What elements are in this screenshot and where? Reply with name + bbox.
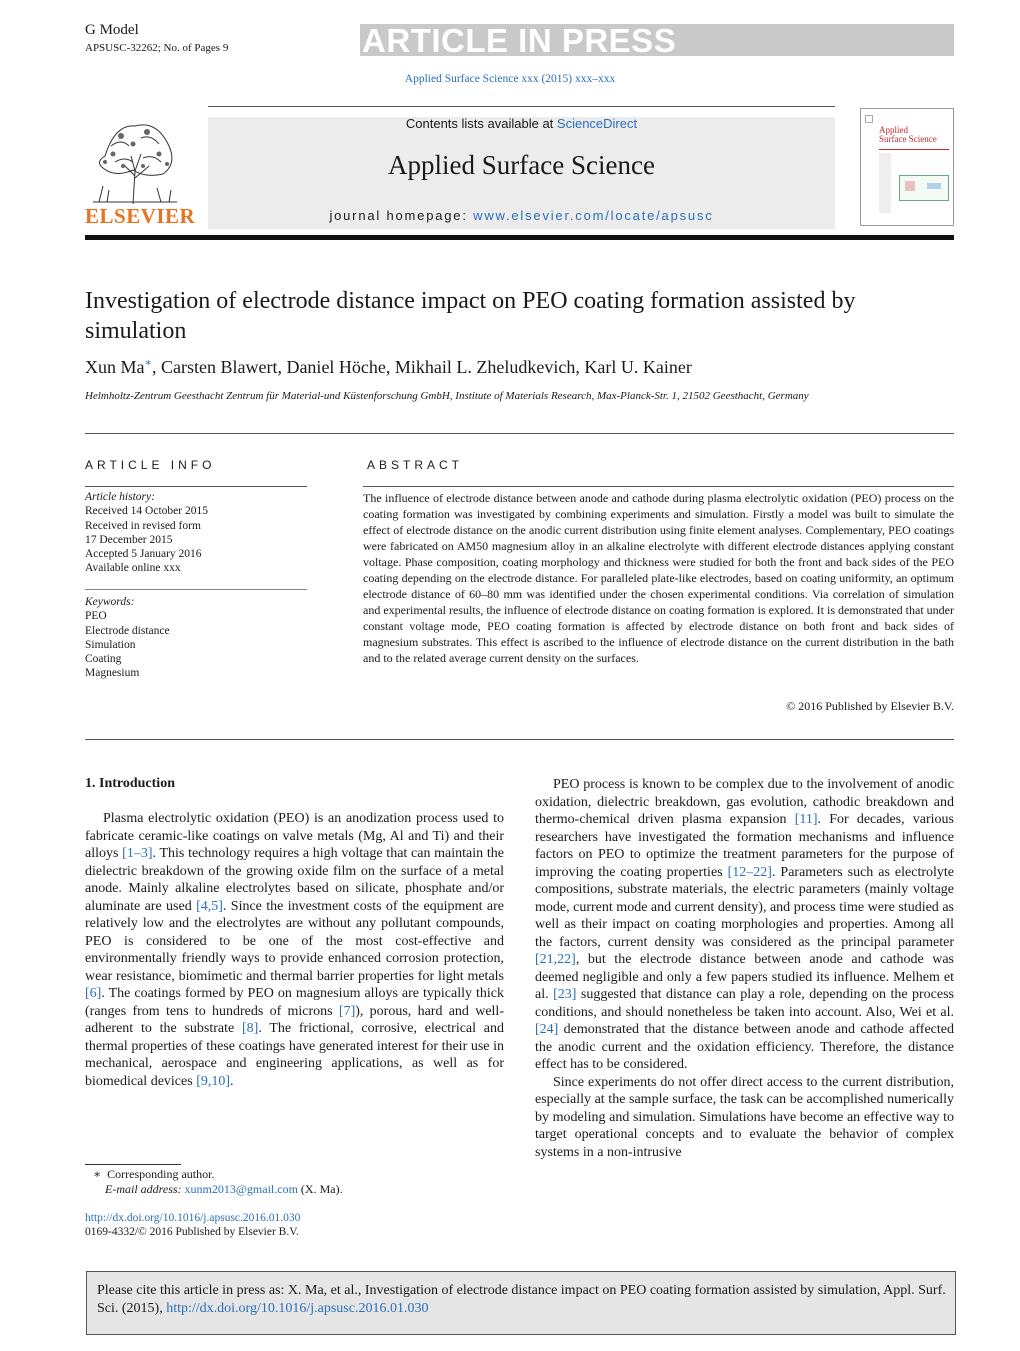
article-reference: APSUSC-32262; No. of Pages 9 (85, 42, 229, 54)
affiliation: Helmholtz-Zentrum Geesthacht Zentrum für Material-und Küstenforschung GmbH, Institute of Materials Research, Max-Planck-Str. 1, 21502 Geesthacht, Germany (85, 390, 809, 402)
paragraph-text: . The coatings formed by PEO on magnesium alloys are typically thick (ranges from tens to hundreds of microns (85, 986, 504, 1019)
cover-rule (879, 149, 949, 150)
intro-column-right (535, 776, 954, 1161)
citation-reference-link[interactable]: [21,22] (535, 952, 576, 967)
journal-name: Applied Surface Science (388, 150, 655, 180)
cover-title-line1: Applied (879, 125, 908, 135)
email-suffix: (X. Ma). (297, 1182, 343, 1196)
article-in-press-banner: ARTICLE IN PRESS (360, 24, 954, 56)
divider (363, 486, 954, 487)
paragraph-text: . Parameters such as electrolyte compositions, substrate materials, the electric parameters (mainly voltage mode, current mode and current density), and process time were studied as well as their impact on coating morphologies and properties. Among all the factors, current density was considered as the principal parameter (535, 864, 955, 950)
divider (85, 589, 307, 590)
history-item: Accepted 5 January 2016 (85, 548, 202, 561)
elsevier-wordmark: ELSEVIER (85, 204, 196, 228)
header-thick-rule (85, 235, 954, 240)
section-heading-introduction: 1. Introduction (85, 776, 175, 791)
footnote-corresponding (93, 1167, 343, 1182)
divider (85, 739, 954, 740)
footnote (93, 1167, 343, 1197)
divider (85, 433, 954, 434)
article-history (85, 490, 307, 576)
citation-reference-link[interactable]: [7] (338, 1003, 356, 1019)
article-info-heading: ARTICLE INFO (85, 458, 216, 472)
citation-reference-link[interactable]: [1–3] (122, 846, 153, 861)
footnote-corresponding-text: Corresponding author. (107, 1167, 215, 1181)
paragraph-text: demonstrated that the distance between anode and cathode affected the anodic current and the oxidation efficiency. Therefore, the distance effect has to be considered. (535, 1022, 954, 1072)
citation-text (97, 1282, 947, 1318)
keyword: PEO (85, 610, 107, 623)
history-item: Received in revised form (85, 519, 201, 532)
cover-mark (865, 115, 873, 123)
intro-paragraph-1 (85, 810, 504, 1090)
paragraph-text: . This technology requires a high voltage that can maintain the dielectric breakdown of the growing oxide film on the surface of a metal anode. Mainly alkaline electrolytes based on silicate, phosphate and/or aluminate are used (85, 846, 504, 914)
journal-cover (860, 108, 954, 226)
intro-paragraph-2 (535, 776, 954, 1074)
keywords (85, 595, 307, 681)
cover-graphic-mark (927, 183, 941, 189)
header-rule (208, 106, 835, 107)
citation-body: Please cite this article in press as: X. Ma, et al., Investigation of electrode distance impact on PEO coating formation assisted by simulation, Appl. Surf. Sci. (2015), (97, 1283, 946, 1316)
paragraph-text: , but the electrode distance between anode and cathode was deemed negligible and only a few papers studied its influence. Melhem et al. (535, 952, 954, 1002)
abstract-heading: ABSTRACT (367, 458, 464, 472)
paragraph-text: . (230, 1073, 234, 1089)
abstract-text: The influence of electrode distance between anode and cathode during plasma electrolytic oxidation (PEO) process on the coating formation was investigated by combining experiments and simulation. Firstly a model was built to simulate the effect of electrode distance on the anodic current distribution using finite element analyses. Complementary, PEO coatings were fabricated on AM50 magnesium alloy in an alkaline electrolyte with different electrode distances applying constant voltage. Phase composition, coating morphology and thickness were studied for both the front and back sides of the PEO coating depending on the electrode distance. For paralleled plate-like electrodes, based on coating uniformity, an optimum electrode distance of 60–80 mm was identified under the chosen experimental conditions. Via correlation of simulation and experimental results, the influence of electrode distance on coating formation is explored. It is demonstrated that under constant voltage mode, PEO coating formation is affected by electrode distance on both front and back sides of magnesium substrates. This effect is ascribed to the influence of electrode distance on the current distribution in the bath and to the related average current density on the surfaces. (363, 491, 954, 665)
paragraph-text: . For decades, various researchers have investigated the formation mechanisms and influence factors on PEO to optimize the treatment parameters for the purpose of improving the coating properties (535, 812, 955, 880)
divider (85, 486, 307, 487)
article-title: Investigation of electrode distance impact on PEO coating formation assisted by simulation (85, 288, 856, 344)
other-authors: , Carsten Blawert, Daniel Höche, Mikhail L. Zheludkevich, Karl U. Kainer (151, 357, 692, 377)
footnote-email (93, 1182, 343, 1197)
keyword: Electrode distance (85, 624, 170, 637)
corresponding-author-mark[interactable]: ∗ (144, 357, 152, 369)
citation-reference-link[interactable]: [6] (85, 986, 102, 1001)
homepage-line (208, 208, 835, 223)
cover-graphic-mark (905, 181, 915, 191)
history-label: Article history: (85, 491, 155, 503)
citation-reference-link[interactable]: [23] (553, 987, 577, 1002)
citation-reference-link[interactable]: [24] (535, 1022, 559, 1037)
intro-column-left (85, 810, 504, 1090)
paragraph-text: . The frictional, corrosive, electrical and thermal properties of these coatings have generated interest for their use in mechanical, aerospace and engineering applications, as well as for biomedical devices (85, 1021, 505, 1089)
email-label: E-mail address: (105, 1182, 185, 1196)
citation-reference-link[interactable]: [8] (241, 1021, 259, 1036)
cover-title (879, 126, 937, 144)
cover-sidebar (879, 153, 891, 213)
abstract-copyright: © 2016 Published by Elsevier B.V. (786, 699, 954, 713)
keyword: Simulation (85, 638, 136, 651)
contents-line (208, 116, 835, 131)
keyword: Coating (85, 653, 122, 666)
history-item: 17 December 2015 (85, 533, 173, 546)
g-model-label: G Model (85, 22, 139, 38)
homepage-link[interactable]: www.elsevier.com/locate/apsusc (473, 208, 714, 223)
author-list (85, 356, 692, 378)
paragraph-text: . Since the investment costs of the equipment are relatively low and the electrolytes are without any pollutant compounds, PEO is considered to be one of the most cost-effective and environmentally friendly ways to provide enhanced corrosion protection, wear resistance, biomimetic and thermal barrier properties for light metals (85, 898, 504, 984)
citation-reference-link[interactable]: [4,5] (196, 898, 223, 914)
contents-prefix: Contents lists available at (405, 116, 557, 131)
sciencedirect-link[interactable]: ScienceDirect (556, 116, 638, 131)
citation-reference-link[interactable]: [9,10] (196, 1073, 231, 1089)
footnote-rule (85, 1164, 181, 1165)
email-link[interactable]: xunm2013@gmail.com (184, 1182, 298, 1196)
footnote-mark: ∗ (93, 1167, 102, 1181)
paragraph-text: PEO process is known to be complex due to the involvement of anodic oxidation, dielectric breakdown, gas evolution, cathodic breakdown and thermo-chemical driven plasma expansion (535, 777, 954, 827)
paragraph-text: Plasma electrolytic oxidation (PEO) is an anodization process used to fabricate ceramic-like coatings on valve metals (Mg, Al and Ti) and their alloys (85, 811, 504, 861)
history-item: Received 14 October 2015 (85, 505, 208, 518)
elsevier-tree-icon (85, 116, 185, 206)
cover-title-line2: Surface Science (879, 134, 937, 144)
intro-paragraph-3: Since experiments do not offer direct access to the current distribution, especially at the sample surface, the task can be accomplished numerically by modeling and simulation. Simulations have become an effective way to target operational concepts and to evaluate the behavior of complex systems in a non-intrusive (535, 1074, 954, 1160)
doi-link[interactable]: http://dx.doi.org/10.1016/j.apsusc.2016.01.030 (85, 1212, 301, 1224)
first-author: Xun Ma (85, 357, 145, 377)
homepage-prefix: journal homepage: (329, 208, 474, 223)
journal-citation[interactable]: Applied Surface Science xxx (2015) xxx–xxx (404, 73, 616, 85)
history-item: Available online xxx (85, 562, 181, 575)
keyword: Magnesium (85, 667, 140, 680)
keywords-label: Keywords: (85, 596, 135, 608)
paragraph-text: suggested that distance can play a role, depending on the process conditions, and should nonetheless be taken into account. Also, Wei et al. (535, 987, 954, 1020)
issn-line: 0169-4332/© 2016 Published by Elsevier B.V. (85, 1226, 299, 1238)
citation-reference-link[interactable]: [12–22] (727, 864, 772, 880)
paragraph-text: ), porous, hard and well-adherent to the substrate (85, 1003, 504, 1036)
citation-reference-link[interactable]: [11] (794, 812, 818, 827)
citation-doi-link[interactable]: http://dx.doi.org/10.1016/j.apsusc.2016.01.030 (166, 1301, 429, 1316)
